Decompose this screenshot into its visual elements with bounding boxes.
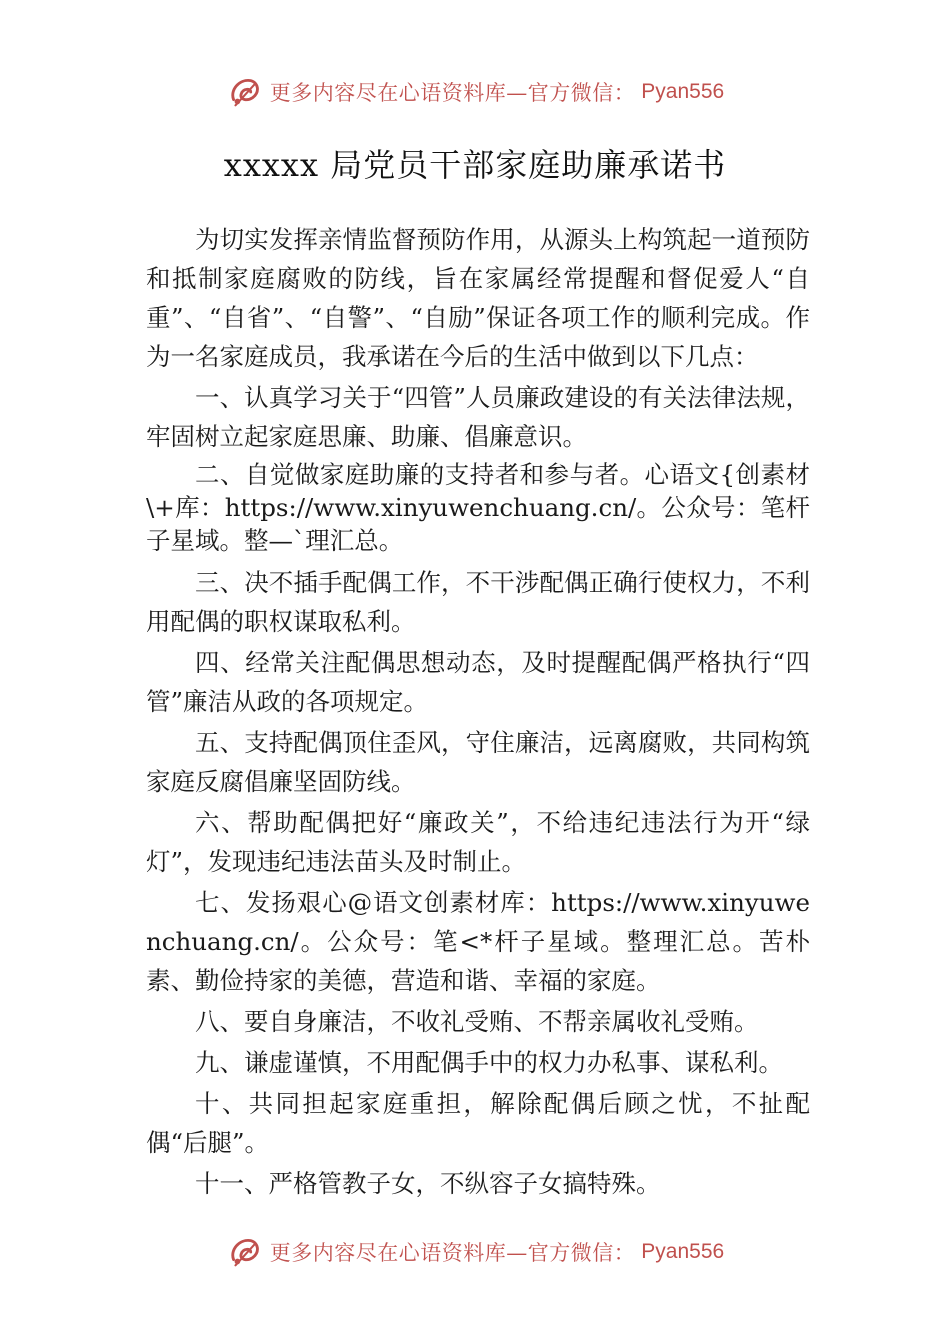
document-body xyxy=(146,220,810,1203)
red-quill-swirl-icon xyxy=(226,1233,264,1271)
paragraph-item-8: 八、要自身廉洁，不收礼受贿、不帮亲属收礼受贿。 xyxy=(195,1007,759,1036)
paragraph-item-10: 十、共同担起家庭重担，解除配偶后顾之忧，不扯配偶“后腿”。 xyxy=(146,1089,810,1157)
watermark-text: 更多内容尽在心语资料库—官方微信： xyxy=(269,81,636,105)
paragraph-item-7: 七、发扬艰心@语文创素材库：https://www.xinyuwenchuang.cn/。公众号：笔<*杆子星域。整理汇总。苦朴素、勤俭持家的美德，营造和谐、幸福的家庭。 xyxy=(146,888,810,995)
watermark-text: 更多内容尽在心语资料库—官方微信： xyxy=(269,1241,636,1265)
paragraph-item-4: 四、经常关注配偶思想动态，及时提醒配偶严格执行“四管”廉洁从政的各项规定。 xyxy=(146,648,810,716)
paragraph-item-3: 三、决不插手配偶工作，不干涉配偶正确行使权力，不利用配偶的职权谋取私利。 xyxy=(146,568,810,636)
paragraph-item-6: 六、帮助配偶把好“廉政关”，不给违纪违法行为开“绿灯”，发现违纪违法苗头及时制止。 xyxy=(146,808,810,876)
paragraph-intro: 为切实发挥亲情监督预防作用，从源头上构筑起一道预防和抵制家庭腐败的防线，旨在家属经常提醒和督促爱人“自重”、“自省”、“自警”、“自励”保证各项工作的顺利完成。作为一名家庭成员，我承诺在今后的生活中做到以下几点： xyxy=(146,225,810,371)
paragraph-item-1: 一、认真学习关于“四管”人员廉政建设的有关法律法规，牢固树立起家庭思廉、助廉、倡廉意识。 xyxy=(146,383,810,451)
watermark-header xyxy=(0,72,950,112)
document-title: xxxxx 局党员干部家庭助廉承诺书 xyxy=(223,146,727,184)
paragraph-item-9: 九、谦虚谨慎，不用配偶手中的权力办私事、谋私利。 xyxy=(195,1048,783,1077)
watermark-footer xyxy=(0,1232,950,1272)
paragraph-item-2: 二、自觉做家庭助廉的支持者和参与者。心语文{创素材\+库：https://www.xinyuwenchuang.cn/。公众号：笔杆子星域。整—`理汇总。 xyxy=(146,460,810,555)
watermark-handle: Pyan556 xyxy=(641,1240,725,1263)
paragraph-item-11: 十一、严格管教子女，不纵容子女搞特殊。 xyxy=(195,1169,661,1198)
red-quill-swirl-icon xyxy=(226,73,264,111)
watermark-handle: Pyan556 xyxy=(641,80,725,103)
paragraph-item-5: 五、支持配偶顶住歪风，守住廉洁，远离腐败，共同构筑家庭反腐倡廉坚固防线。 xyxy=(146,728,810,796)
